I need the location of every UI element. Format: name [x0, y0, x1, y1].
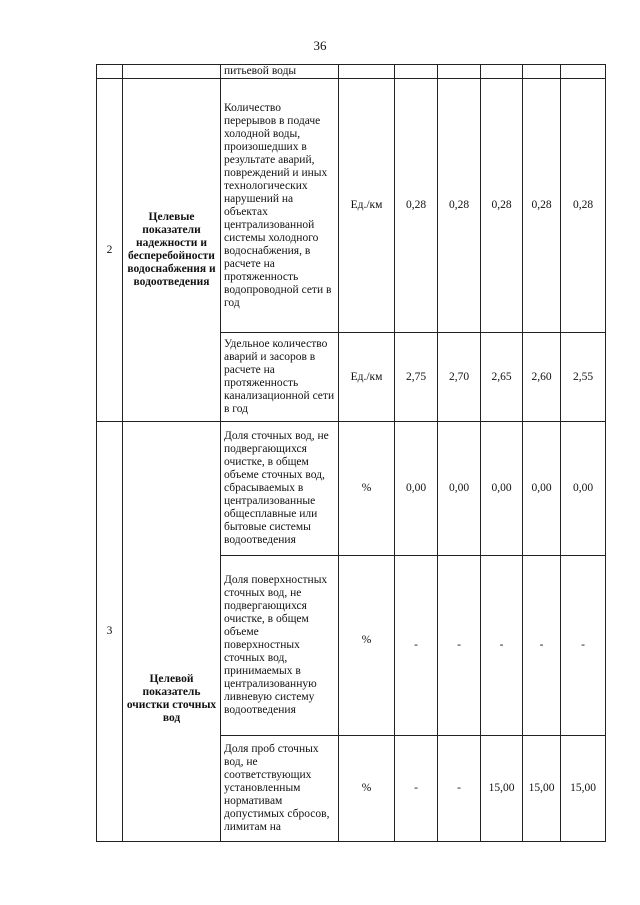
- table-cell-empty: [97, 65, 123, 79]
- indicator-unit: Ед./км: [339, 333, 395, 422]
- table-row: [97, 79, 606, 333]
- indicator-value: -: [438, 556, 481, 736]
- table-cell-empty: [523, 65, 561, 79]
- indicator-value: 2,75: [395, 333, 438, 422]
- indicator-description: Удельное количество аварий и засоров в расчете на протяженность канализационной сети в год: [221, 333, 339, 422]
- row-number: 3: [97, 422, 123, 842]
- indicator-value: -: [523, 556, 561, 736]
- indicator-value: 15,00: [561, 736, 606, 842]
- row-number: 2: [97, 79, 123, 422]
- indicator-value: 0,28: [523, 79, 561, 333]
- indicator-group-title: Целевой показатель очистки сточных вод: [126, 673, 217, 724]
- indicator-value: -: [438, 736, 481, 842]
- indicator-value: 2,65: [481, 333, 523, 422]
- indicator-description: Доля проб сточных вод, не соответствующих установленным нормативам допустимых сбросов, лимитам на: [221, 736, 339, 842]
- table-cell-empty: [561, 65, 606, 79]
- indicator-unit: %: [339, 422, 395, 556]
- indicator-unit: Ед./км: [339, 79, 395, 333]
- indicator-description: Доля сточных вод, не подвергающихся очистке, в общем объеме сточных вод, сбрасываемых в централизованные общесплавные или бытовые системы водоотведения: [221, 422, 339, 556]
- indicator-value: 2,60: [523, 333, 561, 422]
- indicator-value: -: [395, 736, 438, 842]
- indicators-table: [96, 64, 606, 842]
- indicator-value: 0,28: [481, 79, 523, 333]
- indicator-value: 15,00: [481, 736, 523, 842]
- indicator-value: 0,00: [561, 422, 606, 556]
- indicator-group-reliability: Целевые показатели надежности и бесперебойности водоснабжения и водоотведения: [123, 79, 221, 422]
- page-number: 36: [313, 38, 327, 53]
- indicator-value: 15,00: [523, 736, 561, 842]
- indicator-unit: %: [339, 736, 395, 842]
- indicator-group-treatment: [123, 422, 221, 842]
- indicator-description: Количество перерывов в подаче холодной воды, произошедших в результате аварий, повреждений и иных технологических нарушений на объектах централизованной системы холодного водоснабжения, в расчете на протяженность водопроводной сети в год: [221, 79, 339, 333]
- indicator-value: -: [561, 556, 606, 736]
- table-cell-empty: [438, 65, 481, 79]
- indicator-unit: %: [339, 556, 395, 736]
- indicator-value: -: [395, 556, 438, 736]
- indicator-value: 0,28: [561, 79, 606, 333]
- indicator-description: питьевой воды: [221, 65, 339, 79]
- table-cell-empty: [481, 65, 523, 79]
- indicator-value: 0,00: [523, 422, 561, 556]
- indicator-description: Доля поверхностных сточных вод, не подвергающихся очистке, в общем объеме поверхностных сточных вод, принимаемых в централизованную ливневую систему водоотведения: [221, 556, 339, 736]
- table-cell-empty: [123, 65, 221, 79]
- table-row: [97, 65, 606, 79]
- table-cell-empty: [395, 65, 438, 79]
- indicator-value: 0,00: [395, 422, 438, 556]
- table-cell-empty: [339, 65, 395, 79]
- indicator-value: 2,55: [561, 333, 606, 422]
- indicator-value: 0,28: [438, 79, 481, 333]
- indicator-value: 0,00: [481, 422, 523, 556]
- indicator-value: -: [481, 556, 523, 736]
- table-row: [97, 422, 606, 556]
- indicator-value: 0,00: [438, 422, 481, 556]
- indicator-value: 0,28: [395, 79, 438, 333]
- indicator-value: 2,70: [438, 333, 481, 422]
